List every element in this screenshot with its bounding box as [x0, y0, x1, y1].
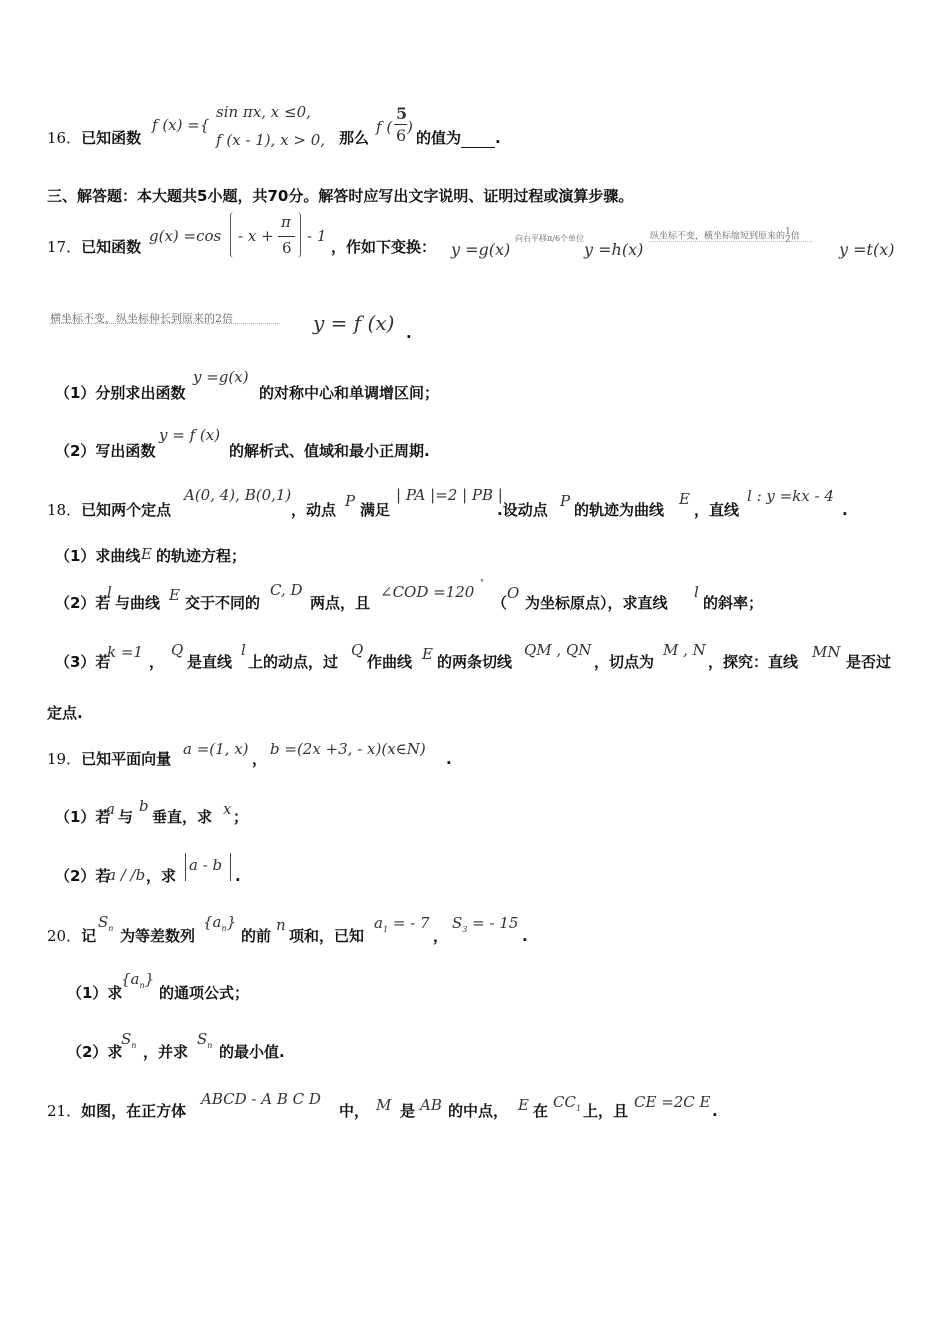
- q18-part3-Q2: Q: [351, 641, 364, 659]
- q18-line: l : y =kx - 4: [747, 487, 834, 505]
- q18-text: 与曲线: [115, 594, 161, 612]
- q20-a1: $a_1$ = - 7: [374, 914, 430, 934]
- q21-CC1: $CC_1$: [553, 1093, 582, 1113]
- q18-end: .: [842, 501, 848, 519]
- q20-part1-an: $\{a_n\}$: [121, 970, 155, 990]
- q21-E: E: [518, 1096, 529, 1114]
- q17-part1-label: （1）分别求出函数: [55, 384, 186, 402]
- q21-text: 上，且: [583, 1102, 629, 1120]
- q17-number: 17．已知函数: [47, 238, 142, 256]
- q16-arg-numerator: 5: [396, 104, 408, 123]
- q18-text: 的斜率；: [703, 594, 764, 612]
- q19-text: ；: [233, 808, 249, 826]
- section-heading: 三、解答题：本大题共5小题，共70分。解答时应写出文字说明、证明过程或演算步骤。: [47, 187, 634, 205]
- q16-tail: 的值为 .: [416, 129, 501, 147]
- q20-text: 为等差数列: [120, 927, 196, 945]
- q18-part2-label: （2）若: [55, 594, 111, 612]
- q18-P2: P: [560, 492, 571, 510]
- q18-part2-E: E: [169, 586, 180, 604]
- q17-g-definition: g(x) =cos: [149, 227, 222, 245]
- q18-part3-E: E: [422, 645, 433, 663]
- q18-part3-Q: Q: [171, 641, 184, 659]
- q19-text: .: [235, 867, 241, 885]
- q20-part2-tail: 的最小值.: [219, 1043, 285, 1061]
- q18-text: 的两条切线: [437, 653, 513, 671]
- q20-number: 20．记: [47, 927, 97, 945]
- q16-then: 那么: [339, 129, 370, 147]
- q20-text: 项和，已知: [289, 927, 365, 945]
- q18-part2-l: l: [107, 583, 112, 601]
- q21-text: 的中点，: [448, 1102, 509, 1120]
- q18-part3-label: （3）若: [55, 653, 111, 671]
- q16-arg-denominator: 6: [396, 126, 407, 145]
- right-paren: [296, 212, 301, 258]
- q17-part2-func: y = f (x): [159, 426, 221, 444]
- q21-number: 21．如图，在正方体: [47, 1102, 187, 1120]
- q17-six: 6: [282, 239, 292, 257]
- q18-text: ，动点: [291, 501, 337, 519]
- q18-text: 为坐标原点），求直线: [525, 594, 668, 612]
- q17-g-inner: - x +: [238, 227, 274, 245]
- q18-text: （: [492, 594, 508, 612]
- q18-part1-tail: 的轨迹方程；: [156, 547, 247, 565]
- left-paren: [230, 212, 235, 258]
- q18-part3-MN: M , N: [663, 641, 706, 659]
- q18-text: 满足: [360, 501, 391, 519]
- q18-text: ，切点为: [594, 653, 655, 671]
- q17-part2-label: （2）写出函数: [55, 442, 156, 460]
- q18-text: 两点，且: [310, 594, 371, 612]
- q19-comma: ，: [252, 750, 268, 768]
- q18-part2-angle: ∠COD =120: [380, 583, 475, 601]
- q19-text: ，求: [146, 867, 177, 885]
- q18-text: 上的动点，过: [248, 653, 339, 671]
- q17-y-g: y =g(x): [451, 240, 511, 259]
- q20-end: .: [522, 927, 528, 945]
- q19-part2-label: （2）若: [55, 867, 111, 885]
- q20-part1-tail: 的通项公式；: [159, 984, 250, 1002]
- q17-pi: π: [281, 213, 291, 231]
- q20-part1-label: （1）求: [67, 984, 123, 1002]
- q20-Sn: $S_n$: [98, 913, 114, 933]
- q17-part1-func: y =g(x): [193, 368, 249, 386]
- q18-part3-l: l: [241, 641, 246, 659]
- q17-action: ，作如下变换：: [331, 238, 437, 256]
- q21-condition: CE =2C E: [634, 1093, 711, 1111]
- q20-S3: $S_3$ = - 15: [452, 914, 519, 934]
- q16-case-2: f (x - 1), x > 0,: [216, 131, 326, 149]
- answer-blank: [461, 133, 495, 148]
- q18-part3-QMQN: QM , QN: [524, 641, 592, 659]
- q18-text: ，直线: [694, 501, 740, 519]
- q16-function-name: f (x) ={: [152, 116, 210, 134]
- q18-text: 的轨迹为曲线: [574, 501, 665, 519]
- q18-text: ，探究：直线: [708, 653, 799, 671]
- q19-part1-x: x: [223, 800, 232, 818]
- q18-part3-tail: 定点.: [47, 704, 83, 722]
- q18-part3-MN2: MN: [812, 643, 841, 661]
- q19-part1-label: （1）若: [55, 808, 111, 826]
- q18-text: .设动点: [497, 501, 548, 519]
- q20-text: ，并求: [143, 1043, 189, 1061]
- q18-points: A(0, 4), B(0,1): [184, 486, 292, 504]
- q17-period: .: [406, 324, 412, 342]
- q18-part1-label: （1）求曲线: [55, 547, 141, 565]
- q16-number: 16．已知函数: [47, 129, 142, 147]
- q18-part2-l2: l: [694, 583, 699, 601]
- q19-text: 垂直，求: [152, 808, 213, 826]
- q18-P: P: [345, 492, 356, 510]
- q19-text: 与: [118, 808, 134, 826]
- q21-text: 中，: [339, 1102, 370, 1120]
- q19-vector-a: a =(1, x): [183, 740, 249, 758]
- q19-number: 19．已知平面向量: [47, 750, 172, 768]
- arrow-line: [650, 241, 812, 242]
- q18-E: E: [679, 490, 690, 508]
- q19-vector-b: b =(2x +3, - x)(x∈N): [270, 740, 426, 758]
- q19-part2-parallel: a / /b: [107, 866, 146, 884]
- q18-text: 是直线: [187, 653, 233, 671]
- q16-case-1: sin πx, x ≤0,: [216, 103, 311, 121]
- q21-AB: AB: [420, 1096, 442, 1114]
- abs-bar-right: [230, 853, 231, 881]
- q17-step1-label: 向右平移π/6个单位: [515, 234, 585, 243]
- q19-part1-b: b: [139, 797, 149, 815]
- q20-an: $\{a_n\}$: [203, 913, 237, 933]
- q17-y-h: y =h(x): [584, 240, 644, 259]
- q20-part2-Sn: $S_n$: [121, 1030, 137, 1050]
- q19-part2-abs: a - b: [189, 856, 223, 874]
- q17-y-t: y =t(x): [839, 240, 895, 259]
- q17-step3-label: 横坐标不变，纵坐标伸长到原来的2倍: [50, 312, 233, 325]
- q21-end: .: [712, 1102, 718, 1120]
- q18-text: ，: [149, 653, 165, 671]
- q18-part3-k: k =1: [107, 643, 143, 661]
- q18-part2-O: O: [507, 584, 520, 602]
- q18-condition: | PA |=2 | PB |: [396, 486, 503, 504]
- q21-text: 在: [533, 1102, 549, 1120]
- q16-arg-f: f (: [376, 118, 393, 136]
- q18-part2-CD: C, D: [270, 581, 303, 599]
- q17-minus-one: - 1: [307, 227, 327, 245]
- q19-part1-a: a: [106, 800, 115, 818]
- q21-M: M: [376, 1096, 392, 1114]
- q18-text: 是否过: [846, 653, 892, 671]
- abs-bar-left: [185, 853, 186, 881]
- q21-text: 是: [400, 1102, 416, 1120]
- q20-part2-Sn2: $S_n$: [197, 1030, 213, 1050]
- q17-step2-label: 纵坐标不变，横坐标缩短到原来的1 2倍: [650, 227, 800, 245]
- q17-part2-tail: 的解析式、值域和最小正周期.: [229, 442, 430, 460]
- q16-arg-close: ): [407, 118, 413, 136]
- q18-text: 作曲线: [367, 653, 413, 671]
- q18-part1-E: E: [141, 545, 152, 563]
- q20-text: 的前: [241, 927, 272, 945]
- q21-cube: ABCD - A B C D: [201, 1090, 321, 1108]
- q17-part1-tail: 的对称中心和单调增区间；: [259, 384, 440, 402]
- q18-number: 18．已知两个定点: [47, 501, 172, 519]
- q18-part2-degree: °: [480, 578, 484, 587]
- fraction-bar: [394, 124, 407, 125]
- q17-y-f: y = f (x): [313, 311, 395, 335]
- fraction-bar: [278, 236, 295, 237]
- q20-n: n: [276, 916, 286, 934]
- arrow-line: [50, 323, 280, 324]
- q20-comma: ，: [433, 927, 449, 945]
- q19-end: .: [446, 750, 452, 768]
- q20-part2-label: （2）求: [67, 1043, 123, 1061]
- q18-text: 交于不同的: [185, 594, 261, 612]
